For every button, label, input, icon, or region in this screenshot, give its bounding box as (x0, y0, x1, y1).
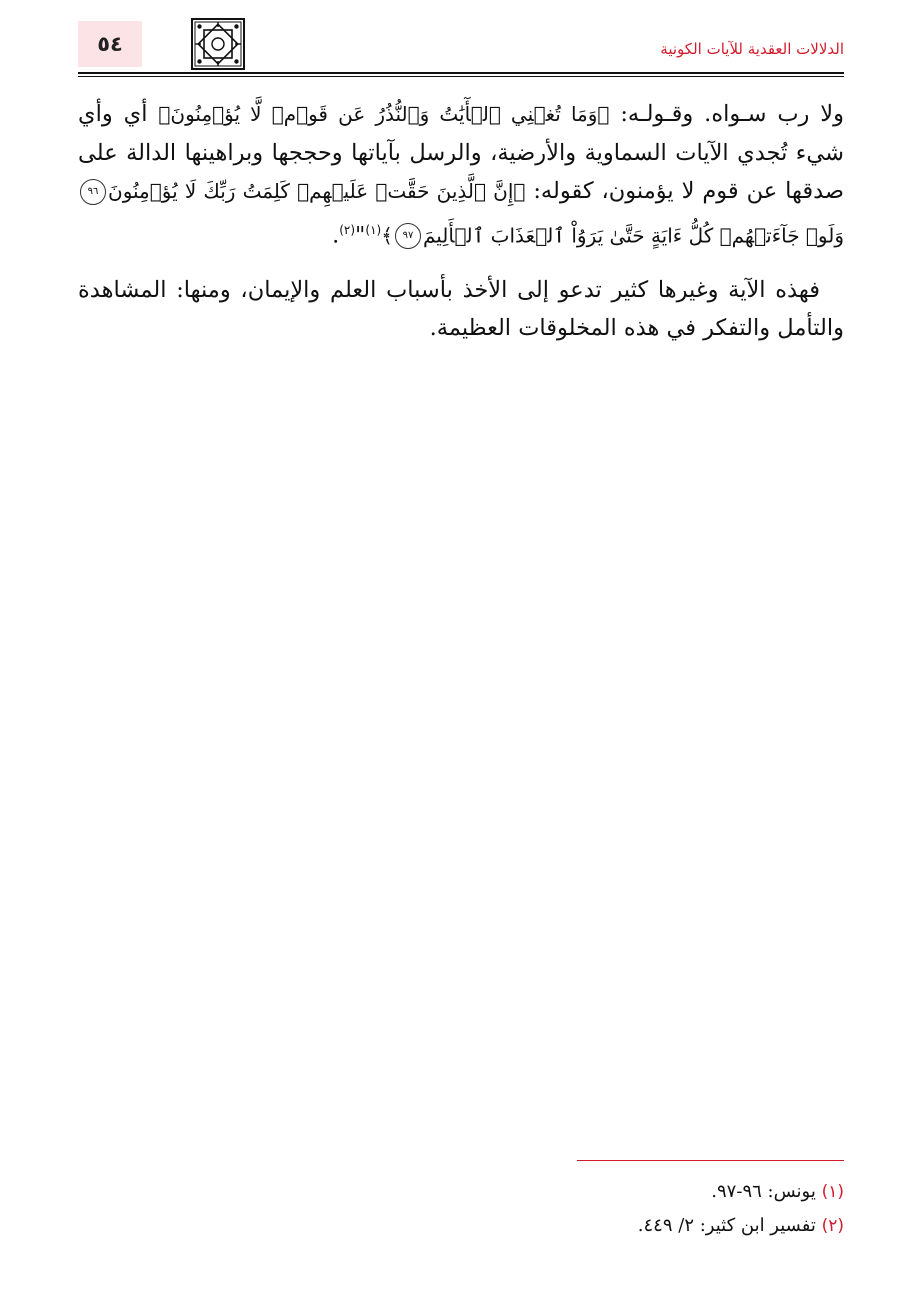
page-number: ٥٤ (78, 21, 142, 67)
sentence-end: . (332, 222, 340, 248)
quote-mark: " (355, 222, 366, 248)
header-rule-thick (78, 72, 844, 74)
footnote-number: (١) (821, 1182, 844, 1202)
text-run: ولا رب سـواه. وقـولـه: (609, 101, 844, 127)
geometric-star-ornament-icon (191, 18, 245, 70)
paragraph-1 (78, 95, 844, 255)
quran-quote-close: ﴾ (381, 223, 393, 247)
page-header (78, 18, 844, 70)
footnote-ref[interactable]: (٢) (339, 222, 356, 237)
footnote-separator (577, 1160, 844, 1161)
footnote-2 (78, 1209, 844, 1243)
running-title: الدلالات العقدية للآيات الكونية (660, 40, 844, 58)
main-text (78, 95, 844, 348)
paragraph-2: فهذه الآية وغيرها كثير تدعو إلى الأخذ بأسباب العلم والإيمان، ومنها: المشاهدة والتأمل والتفكر في هذه المخلوقات العظيمة. (78, 276, 844, 341)
text-run: أي وأي شيء تُجدي الآيات السماوية والأرضية، والرسل بآياتها وحججها وبراهينها الدالة على صدقها عن قوم لا يؤمنون، كقوله: (78, 101, 845, 204)
footnote-ref[interactable]: (١) (365, 222, 382, 237)
quran-quote-2b: وَلَوۡ جَآءَتۡهُمۡ كُلُّ ءَايَةٍ حَتَّىٰ يَرَوُاْ ٱلۡعَذَابَ ٱلۡأَلِيمَ (422, 223, 844, 247)
footnote-1 (78, 1175, 844, 1209)
footnote-text: يونس: ٩٦-٩٧. (711, 1181, 816, 1202)
ayah-number-mark: ٩٦ (80, 179, 106, 205)
ayah-number-mark: ٩٧ (395, 223, 421, 249)
quran-quote-2a: ﴿إِنَّ ٱلَّذِينَ حَقَّتۡ عَلَيۡهِمۡ كَلِمَتُ رَبِّكَ لَا يُؤۡمِنُونَ (108, 179, 526, 203)
header-rule-thin (78, 76, 844, 77)
quran-quote-1: ﴿وَمَا تُغۡنِي ٱلۡأٓيَٰتُ وَٱلنُّذُرُ عَن قَوۡمٖ لَّا يُؤۡمِنُونَ﴾ (158, 102, 610, 126)
footnote-text: تفسير ابن كثير: ٢/ ٤٤٩. (637, 1215, 816, 1236)
footnotes (78, 1175, 844, 1243)
footnote-number: (٢) (821, 1216, 844, 1236)
